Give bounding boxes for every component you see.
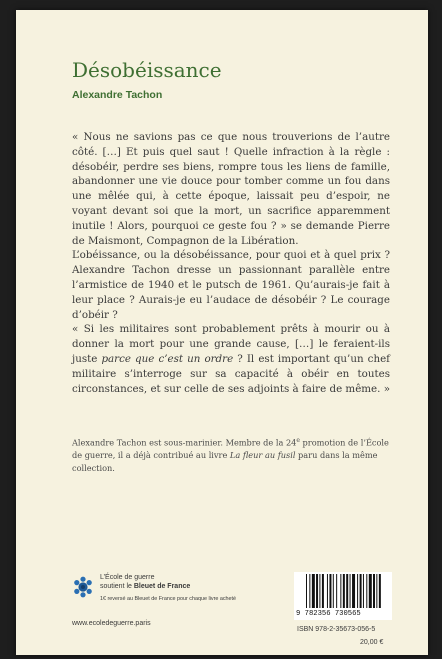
book-back-cover [16,10,428,655]
author-bio: Alexandre Tachon est sous-marinier. Membre de la 24e promotion de l’École de guerre, il a déjà contribué au livre La fleur au fusil paru dans la même collection. [72,437,389,473]
blurb-quote-1: « Nous ne savions pas ce que nous trouverions de l’autre côté. […] Et puis quel saut ! Quelle infraction à la règle : désobéir, perdre ses biens, rompre tous les liens de famille, abandonner une vie douce pour tomber comme un fou dans une mêlée qui, à cette époque, laissait peu d’espoir, ne voyant devant soi que la mort, un sacrifice apparemment inutile ! Alors, pourquoi ce geste fou ? » se demande Pierre de Maismont, Compagnon de la Libération. [72,131,390,247]
author-name: Alexandre Tachon [72,89,163,101]
website-link[interactable]: www.ecoledeguerre.paris [72,620,151,627]
barcode-bars [306,574,382,610]
isbn: ISBN 978-2-35673-056-5 [297,626,376,633]
partner-note [100,573,270,603]
partner-line-2: soutient le Bleuet de France [100,583,191,590]
blurb-paragraph-2: L’obéissance, ou la désobéissance, pour quoi et à quel prix ? Alexandre Tachon dresse un passionnant parallèle entre l’armistice de 1940 et le putsch de 1961. Qu’aurais-je fait à leur place ? Aurais-je eu l’audace de désobéir ? Le courage d’obéir ? [72,249,390,321]
barcode-digits: 9 782356 730565 [296,610,361,618]
partner-donation-note: 1€ reversé au Bleuet de France pour chaque livre acheté [100,596,237,602]
blurb [72,130,390,396]
price: 20,00 € [360,639,384,646]
book-title: Désobéissance [72,58,222,82]
cornflower-icon [72,576,94,598]
partner-line-1: L’École de guerre [100,574,155,581]
barcode [294,572,392,620]
blurb-quote-2: « Si les militaires sont probablement prêts à mourir ou à donner la mort pour une grande cause, […] le feraient-ils juste parce que c’est un ordre ? Il est important qu’un chef militaire s’interroge sur sa capacité à obéir en toutes circonstances, et sur celle de ses adjoints à faire de même. » [72,323,390,395]
